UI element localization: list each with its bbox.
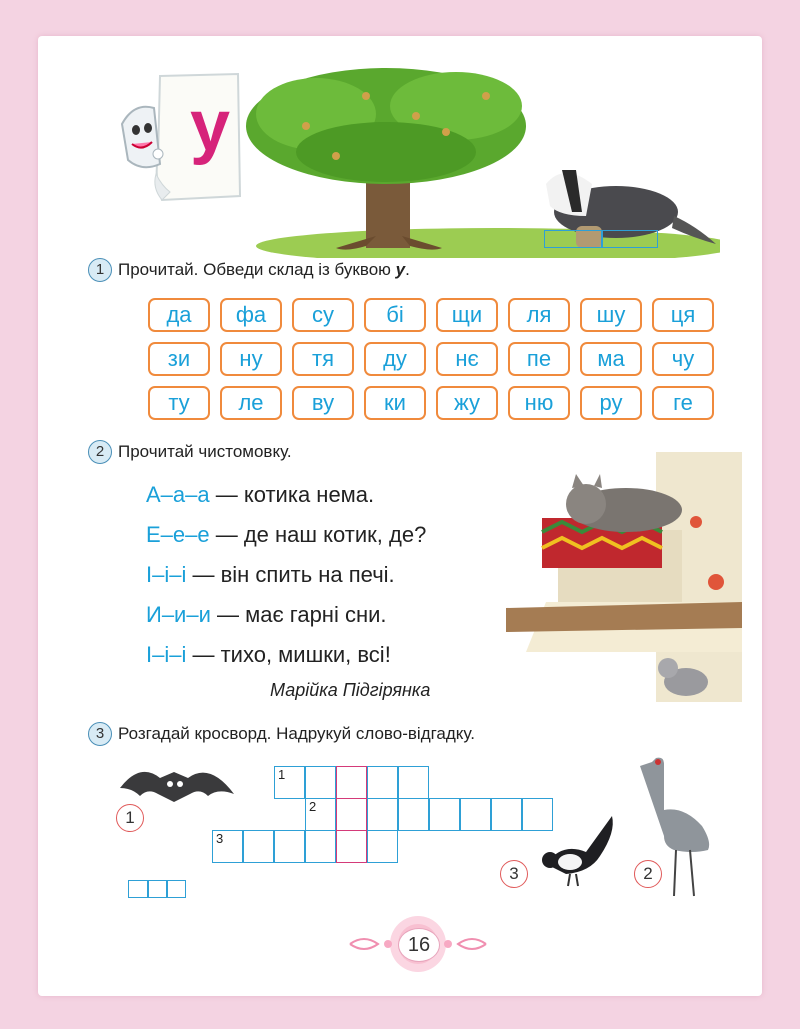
task-2-number: 2 (88, 440, 112, 464)
syllable-card[interactable]: ню (508, 386, 570, 420)
syllable-card[interactable]: да (148, 298, 210, 332)
syllable-card[interactable]: пе (508, 342, 570, 376)
crane-clue-number: 2 (634, 860, 662, 888)
answer-box-pair[interactable] (544, 230, 658, 248)
poem-line-sound: І–і–і (146, 562, 187, 587)
syllable-card[interactable]: ма (580, 342, 642, 376)
crossword-cell[interactable] (429, 798, 460, 831)
syllable-card[interactable]: ця (652, 298, 714, 332)
crossword-cell[interactable] (305, 830, 336, 863)
crossword-cell[interactable] (305, 798, 336, 831)
syllable-card[interactable]: шу (580, 298, 642, 332)
poem-line (146, 562, 395, 588)
poem-line-text: — де наш котик, де? (209, 522, 427, 547)
syllable-card[interactable]: щи (436, 298, 498, 332)
crossword-cell[interactable] (212, 830, 243, 863)
crossword-cell[interactable] (243, 830, 274, 863)
task-3-instruction: Розгадай кросворд. Надрукуй слово-відгадку. (118, 724, 475, 743)
task-1-letter: у (395, 260, 406, 279)
syllable-card[interactable]: фа (220, 298, 282, 332)
crossword-cell[interactable] (367, 798, 398, 831)
featured-letter: у (190, 86, 231, 166)
poem-line-sound: И–и–и (146, 602, 211, 627)
crossword-cell[interactable] (274, 766, 305, 799)
poem-line-text: — котика нема. (209, 482, 375, 507)
magpie-picture (526, 812, 618, 892)
poem-line (146, 642, 391, 668)
task-1-instruction (118, 260, 410, 280)
task-1-text: Прочитай. Обведи склад із буквою (118, 260, 396, 279)
syllable-card[interactable]: ге (652, 386, 714, 420)
poem-line-sound: І–і–і (146, 642, 187, 667)
poem-line-text: — тихо, мишки, всі! (186, 642, 391, 667)
answer-box-divider (601, 231, 603, 247)
crossword-key-cell[interactable] (336, 798, 367, 831)
syllable-card[interactable]: ду (364, 342, 426, 376)
crossword-cell[interactable] (460, 798, 491, 831)
syllable-card[interactable]: ту (148, 386, 210, 420)
answer-box-divider (147, 881, 149, 897)
answer-boxes[interactable] (128, 880, 186, 898)
task-2-instruction: Прочитай чистомовку. (118, 442, 292, 461)
task-1-period: . (405, 260, 410, 279)
crossword-clue-number: 2 (309, 799, 317, 814)
poem-author: Марійка Підгірянка (270, 680, 431, 700)
answer-box-divider (166, 881, 168, 897)
syllable-card[interactable]: ну (220, 342, 282, 376)
crossword-cell[interactable] (491, 798, 522, 831)
poem-line (146, 522, 426, 548)
cat-on-stove-illustration (506, 452, 742, 702)
letter-card (118, 68, 248, 208)
crossword-cell[interactable] (398, 766, 429, 799)
syllable-card[interactable]: ру (580, 386, 642, 420)
poem-line-text: — він спить на печі. (186, 562, 395, 587)
poem-line (146, 602, 387, 628)
poem-line-text: — має гарні сни. (210, 602, 387, 627)
poem-line-sound: Е–е–е (146, 522, 210, 547)
syllable-card[interactable]: зи (148, 342, 210, 376)
syllable-card[interactable]: нє (436, 342, 498, 376)
textbook-page (38, 36, 762, 996)
crossword-clue-number: 1 (278, 767, 286, 782)
page-number: 16 (398, 928, 440, 962)
task-1-number: 1 (88, 258, 112, 282)
bat-clue-number: 1 (116, 804, 144, 832)
crossword-clue-number: 3 (216, 831, 224, 846)
syllable-card[interactable]: ле (220, 386, 282, 420)
syllable-card[interactable]: су (292, 298, 354, 332)
crossword-cell[interactable] (367, 766, 398, 799)
poem-line (146, 482, 374, 508)
syllable-card[interactable]: тя (292, 342, 354, 376)
task-3-number: 3 (88, 722, 112, 746)
crossword-cell[interactable] (398, 798, 429, 831)
magpie-clue-number: 3 (500, 860, 528, 888)
syllable-card[interactable]: ки (364, 386, 426, 420)
syllable-card[interactable]: ля (508, 298, 570, 332)
poem-line-sound: А–а–а (146, 482, 210, 507)
crossword-key-cell[interactable] (336, 766, 367, 799)
syllable-card[interactable]: жу (436, 386, 498, 420)
crossword-cell[interactable] (305, 766, 336, 799)
syllable-card[interactable]: чу (652, 342, 714, 376)
syllable-card[interactable]: ву (292, 386, 354, 420)
syllable-card[interactable]: бі (364, 298, 426, 332)
crossword-cell[interactable] (367, 830, 398, 863)
crossword-cell[interactable] (274, 830, 305, 863)
crossword-key-cell[interactable] (336, 830, 367, 863)
